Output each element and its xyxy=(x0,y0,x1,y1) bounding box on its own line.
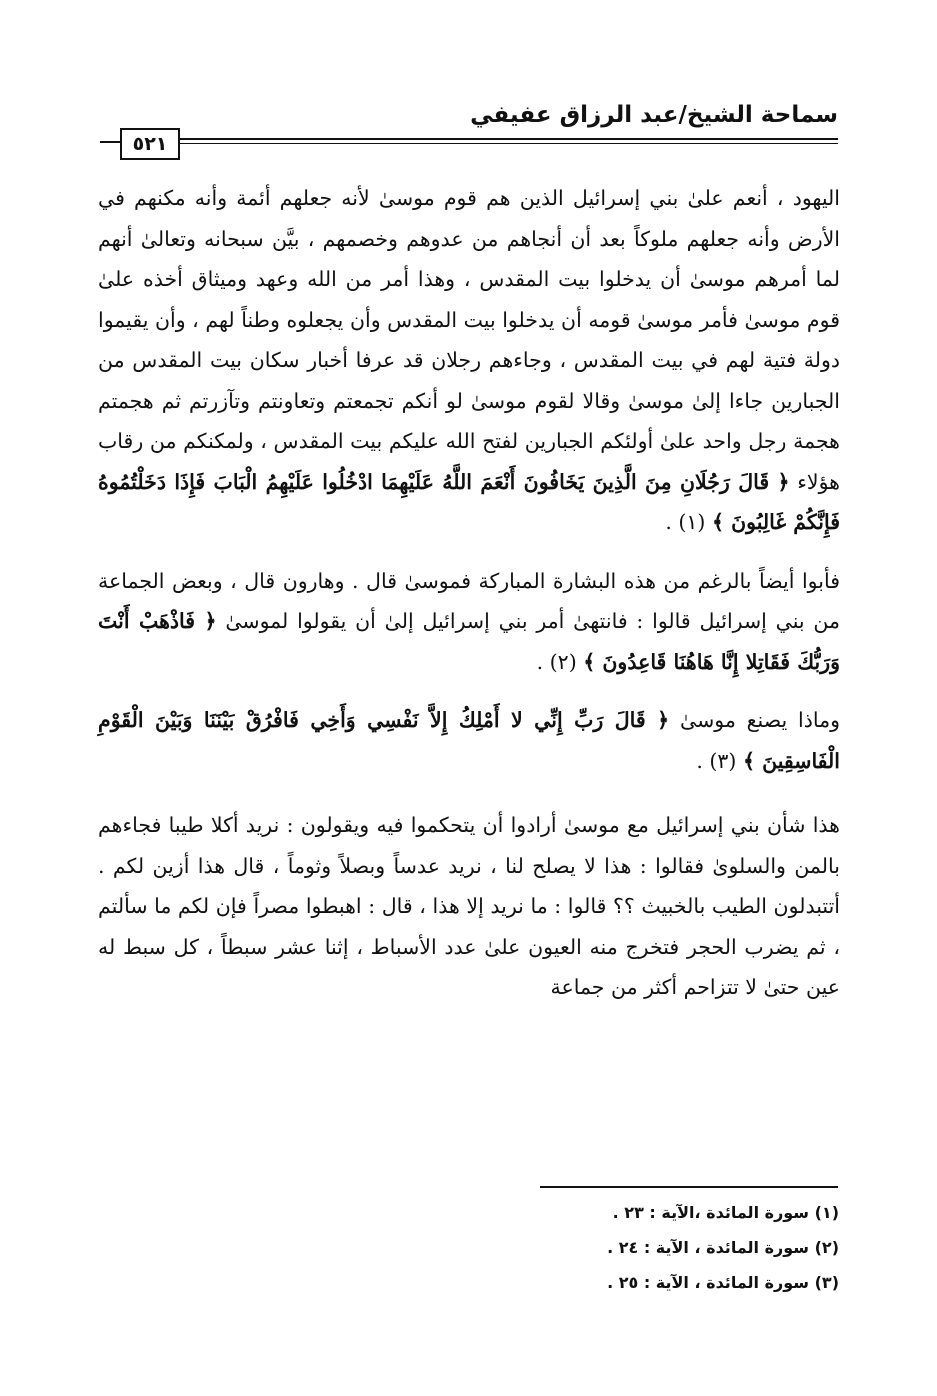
quran-verse-3: ﴿ قَالَ رَبِّ إِنِّي لا أَمْلِكُ إِلاَّ نَفْسِي وَأَخِي فَافْرُقْ بَيْنَنَا وَبَيْنَ الْقَوْمِ الْفَاسِقِينَ ﴾ xyxy=(98,708,840,773)
footnote-3: (٣) سورة المائدة ، الآية : ٢٥ . xyxy=(607,1273,839,1292)
page-number: ٥٢١ xyxy=(120,128,180,160)
paragraph-4 xyxy=(98,805,840,1008)
paragraph-1 xyxy=(98,178,840,543)
quran-verse-2: ﴿ فَاذْهَبْ أَنْتَ وَرَبُّكَ فَقَاتِلا إِنَّا هَاهُنَا قَاعِدُونَ ﴾ xyxy=(98,609,840,674)
footnote-ref-1: (١) . xyxy=(665,510,706,534)
page-header xyxy=(100,100,838,160)
paragraph-2 xyxy=(98,561,840,683)
footnotes xyxy=(439,1195,839,1300)
book-title: سماحة الشيخ/عبد الرزاق عفيفي xyxy=(470,102,838,128)
footnotes-divider xyxy=(540,1186,838,1188)
footnote-ref-2: (٢) . xyxy=(536,649,577,674)
paragraph-4-text: هذا شأن بني إسرائيل مع موسىٰ أرادوا أن يتحكموا فيه ويقولون : نريد أكلا طيبا فجاءهم بالمن والسلوىٰ فقالوا : هذا لا يصلح لنا ، نريد عدساً وبصلاً وثوماً ، قال هذا أزين لكم . أتتبدلون الطيب بالخبيث ؟؟ قالوا : ما نريد إلا هذا ، قال : اهبطوا مصراً فإن لكم ما سألتم ، ثم يضرب الحجر فتخرج منه العيون علىٰ عدد الأسباط ، إثنا عشر سبطاً ، كل سبط له عين حتىٰ لا تتزاحم أكثر من جماعة xyxy=(98,813,840,999)
paragraph-3-text: وماذا يصنع موسىٰ xyxy=(679,708,840,732)
footnote-1: (١) سورة المائدة ،الآية : ٢٣ . xyxy=(612,1203,839,1222)
main-text xyxy=(98,178,840,1008)
footnote-ref-3: (٣) . xyxy=(696,748,737,773)
paragraph-3 xyxy=(98,700,840,781)
page-number-rule xyxy=(100,141,120,143)
paragraph-1-text: اليهود ، أنعم علىٰ بني إسرائيل الذين هم قوم موسىٰ لأنه جعلهم أئمة وأنه مكنهم في الأرض وأنه جعلهم ملوكاً بعد أن أنجاهم من عدوهم وخصمهم ، بيَّن سبحانه وتعالىٰ أنهم لما أمرهم موسىٰ أن يدخلوا بيت المقدس ، وهذا أمر من الله وعهد وميثاق أخذه علىٰ قوم موسىٰ فأمر موسىٰ قومه أن يدخلوا بيت المقدس وأن يجعلوه وطناً لهم ، وأن يقيموا دولة فتية لهم في بيت المقدس ، وجاءهم رجلان قد عرفا أخبار سكان بيت المقدس من الجبارين جاءا إلىٰ موسىٰ وقالا لقوم موسىٰ لو أنكم تجمعتم وتعاونتم وتآزرتم ثم هجمتم هجمة رجل واحد علىٰ أولئكم الجبارين لفتح الله عليكم بيت المقدس ، ولمكنكم من رقاب هؤلاء xyxy=(98,186,840,494)
footnote-2: (٢) سورة المائدة ، الآية : ٢٤ . xyxy=(607,1238,839,1257)
quran-verse-1: ﴿ قَالَ رَجُلَانِ مِنَ الَّذِينَ يَخَافُونَ أَنْعَمَ اللَّهُ عَلَيْهِمَا ادْخُلُوا عَلَيْهِمُ الْبَابَ فَإِذَا دَخَلْتُمُوهُ فَإِنَّكُمْ غَالِبُونَ ﴾ xyxy=(98,469,840,534)
paragraph-2-text: فأبوا أيضاً بالرغم من هذه البشارة المباركة فموسىٰ قال . وهارون قال ، وبعض الجماعة من بني إسرائيل قالوا : فانتهىٰ أمر بني إسرائيل إلىٰ أن يقولوا لموسىٰ xyxy=(98,568,840,633)
header-rule xyxy=(178,138,838,144)
